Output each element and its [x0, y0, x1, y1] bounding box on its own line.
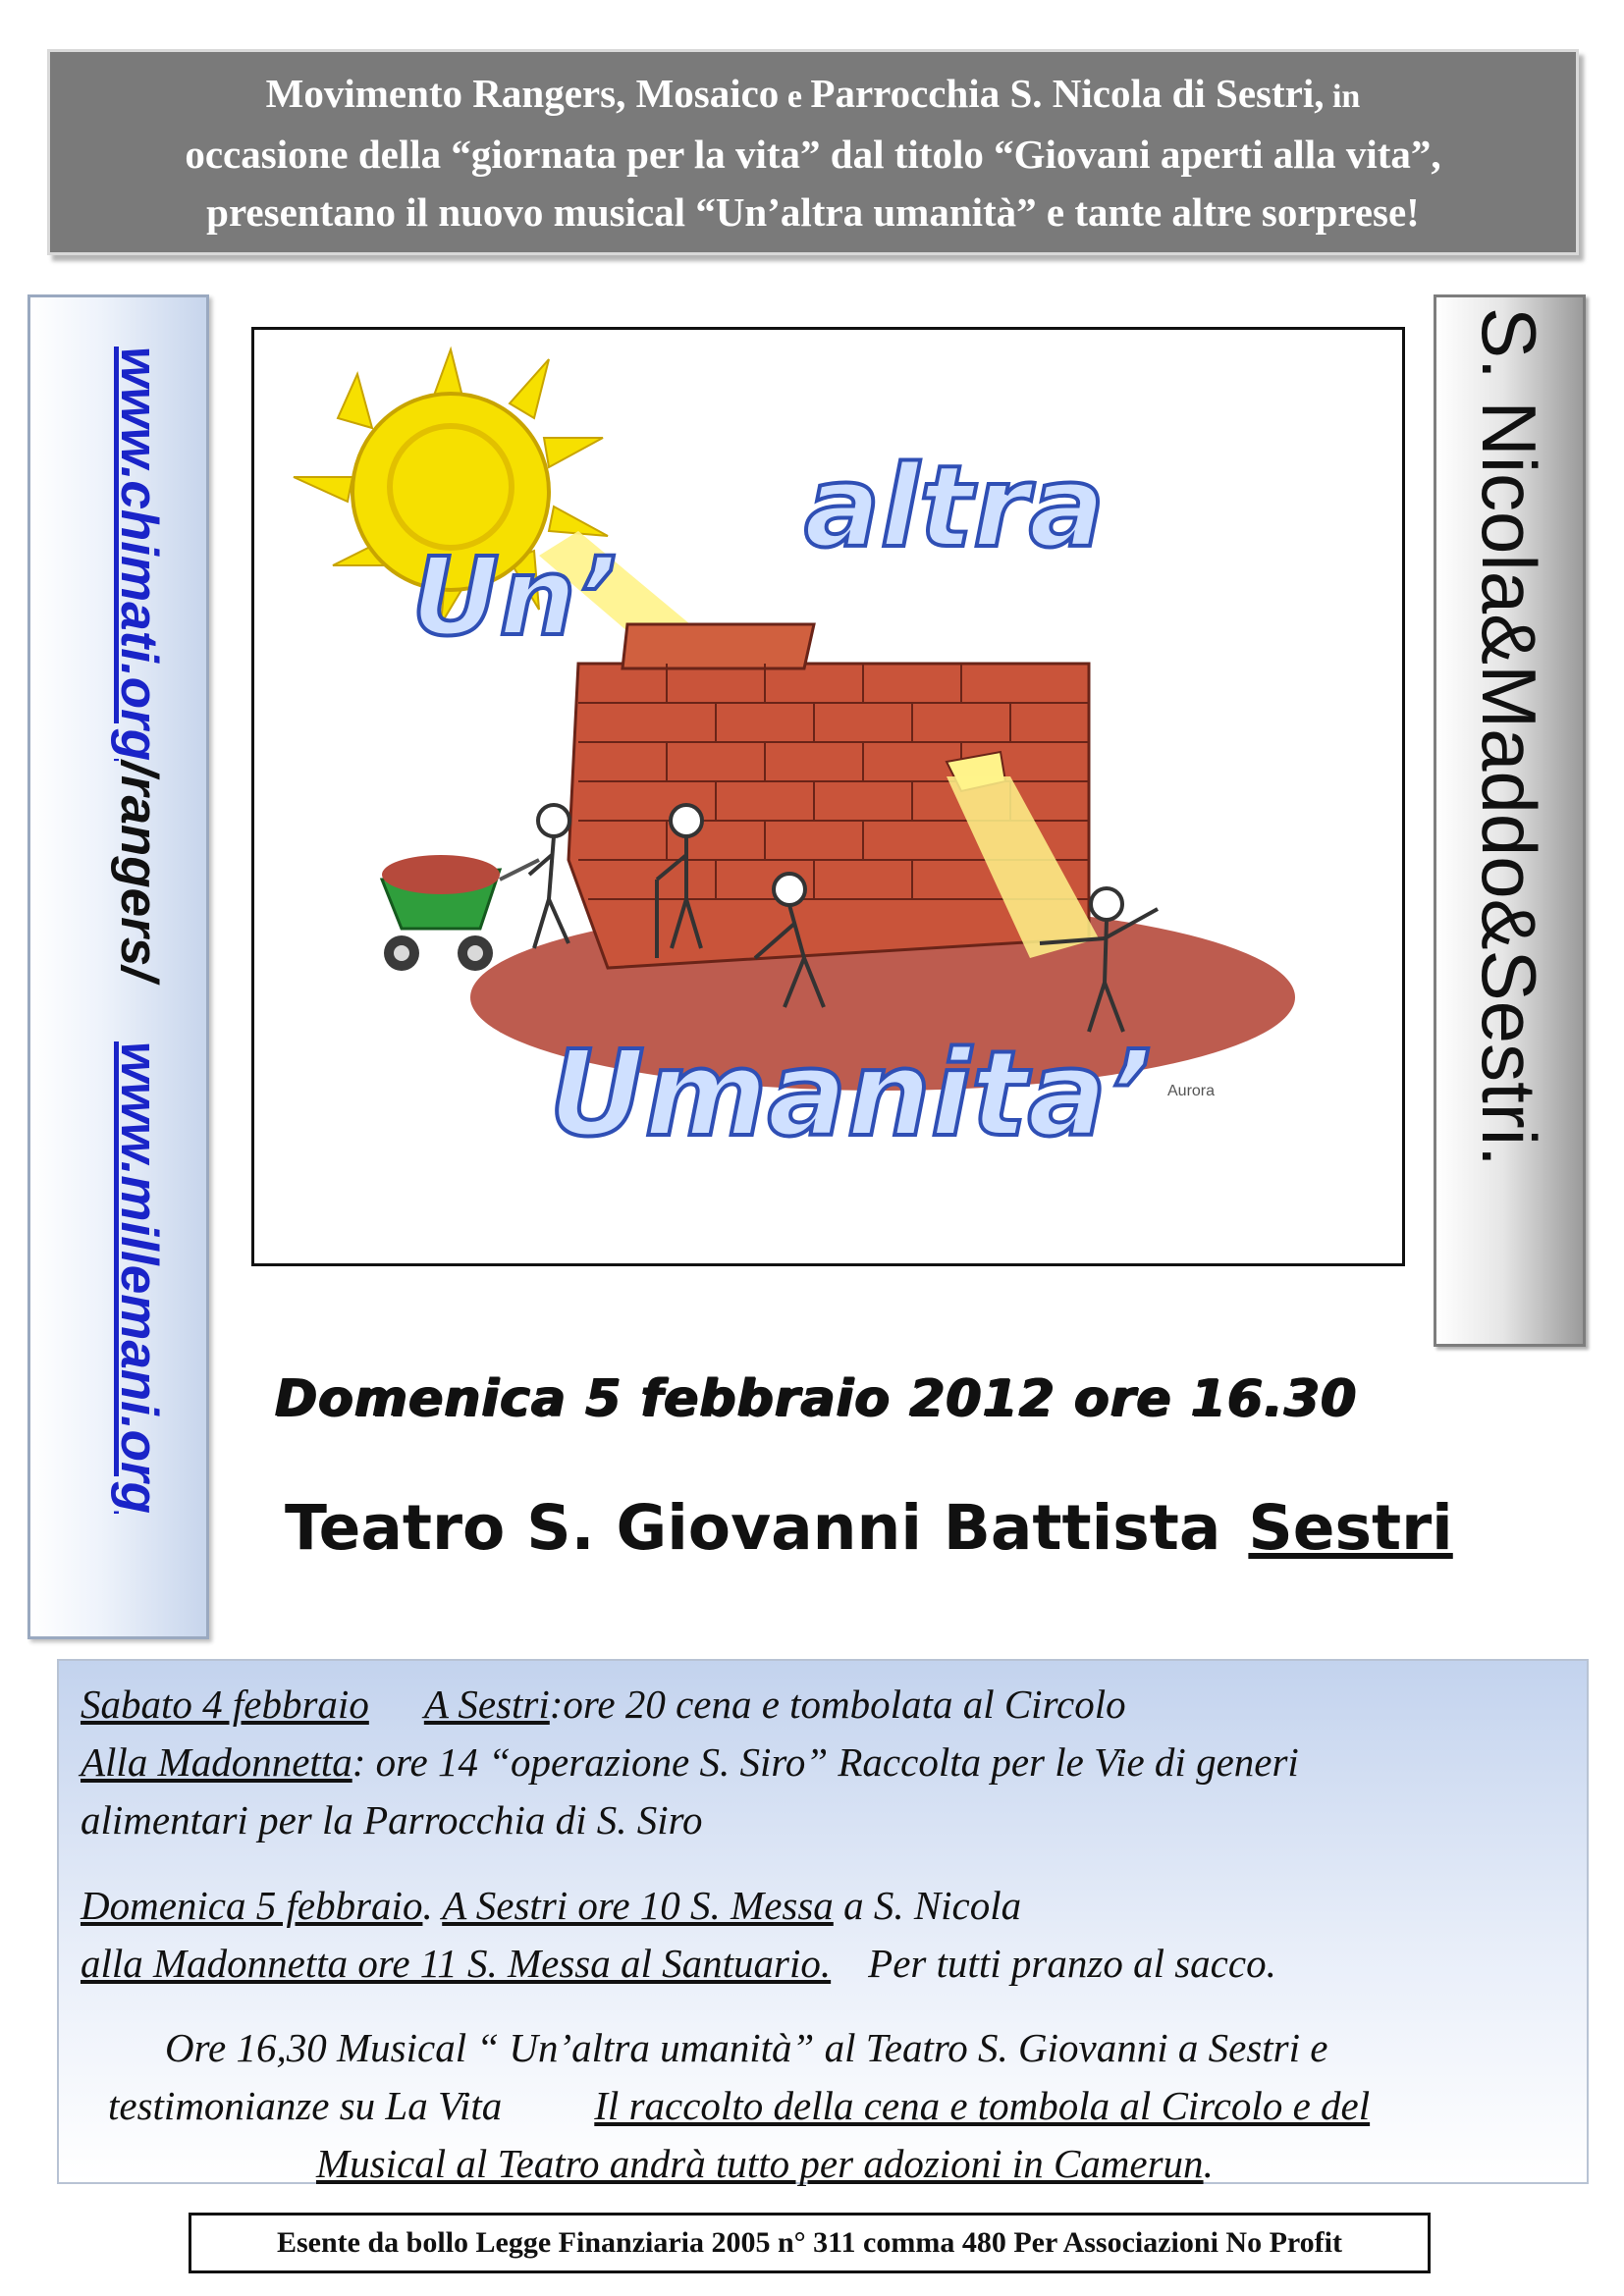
- program-text: A Sestri ore 10 S. Messa: [442, 1883, 834, 1928]
- venue-name: Teatro S. Giovanni Battista: [285, 1492, 1221, 1564]
- chimati-link[interactable]: www.chimati.org: [110, 347, 168, 762]
- banner-text: Parrocchia S. Nicola di Sestri,: [810, 71, 1325, 116]
- illustration-word-un: Un’: [411, 534, 618, 660]
- program-text: alla Madonnetta ore 11 S. Messa al Santuario.: [81, 1941, 832, 1986]
- event-date: Domenica 5 febbraio 2012 ore 16.30: [275, 1369, 1358, 1428]
- program-text: A Sestri: [423, 1682, 550, 1727]
- illustration-signature: Aurora: [1167, 1083, 1216, 1099]
- program-line-4: [81, 1877, 1021, 1934]
- legal-footer: Esente da bollo Legge Finanziaria 2005 n° 311 comma 480 Per Associazioni No Profit: [189, 2213, 1431, 2273]
- program-line-5: [81, 1935, 1276, 1992]
- banner-text: in: [1324, 79, 1361, 115]
- program-text: Per tutti pranzo al sacco.: [868, 1941, 1276, 1986]
- event-venue: [285, 1492, 1463, 1564]
- program-text: testimonianze su La Vita: [108, 2083, 503, 2128]
- program-line-8: [316, 2135, 1214, 2192]
- program-text: Il raccolto della cena e tombola al Circolo e del: [594, 2083, 1371, 2128]
- left-side-panel: [27, 294, 209, 1639]
- program-text: .: [1203, 2141, 1214, 2186]
- millemani-link[interactable]: www.millemani.org: [110, 1041, 168, 1514]
- rangers-path-text: /rangers/: [110, 761, 168, 981]
- program-text: Sabato 4 febbraio: [81, 1682, 369, 1727]
- program-text: : ore 14 “operazione S. Siro” Raccolta per le Vie di generi: [352, 1739, 1299, 1785]
- right-side-panel: [1434, 294, 1586, 1347]
- program-text: :ore 20 cena e tombolata al Circolo: [549, 1682, 1126, 1727]
- right-vertical-text: S. Nicola&Maddo&Sestri.: [1466, 307, 1552, 1167]
- program-line-1: [81, 1676, 1126, 1733]
- program-line-7: [108, 2077, 1370, 2134]
- illustration-word-altra: altra: [804, 442, 1106, 573]
- musical-illustration: [254, 330, 1402, 1263]
- banner-text: Movimento Rangers, Mosaico: [265, 71, 780, 116]
- venue-town: Sestri: [1248, 1492, 1453, 1564]
- banner-line-3: presentano il nuovo musical “Un’altra umanità” e tante altre sorprese!: [206, 189, 1420, 235]
- program-line-6: Ore 16,30 Musical “ Un’altra umanità” al Teatro S. Giovanni a Sestri e: [165, 2025, 1328, 2070]
- illustration-word-umanita: Umanita’: [549, 1027, 1152, 1163]
- program-line-2: [81, 1734, 1299, 1790]
- illustration-frame: [251, 327, 1405, 1266]
- program-text: Alla Madonnetta: [81, 1739, 352, 1785]
- program-text: a S. Nicola: [833, 1883, 1022, 1928]
- banner-text: e: [779, 79, 811, 115]
- program-text: .: [422, 1883, 433, 1928]
- banner-line-2: occasione della “giornata per la vita” dal titolo “Giovani aperti alla vita”,: [185, 132, 1441, 177]
- left-vertical-links: [109, 347, 168, 1514]
- banner-line-1: [50, 65, 1576, 126]
- program-line-3: alimentari per la Parrocchia di S. Siro: [81, 1797, 703, 1842]
- program-text: Musical al Teatro andrà tutto per adozioni in Camerun: [316, 2141, 1204, 2186]
- wheelbarrow-icon: [382, 855, 539, 971]
- program-text: Domenica 5 febbraio: [81, 1883, 423, 1928]
- header-banner: [47, 49, 1579, 255]
- program-box: [57, 1659, 1589, 2184]
- brick-wall: [568, 624, 1099, 968]
